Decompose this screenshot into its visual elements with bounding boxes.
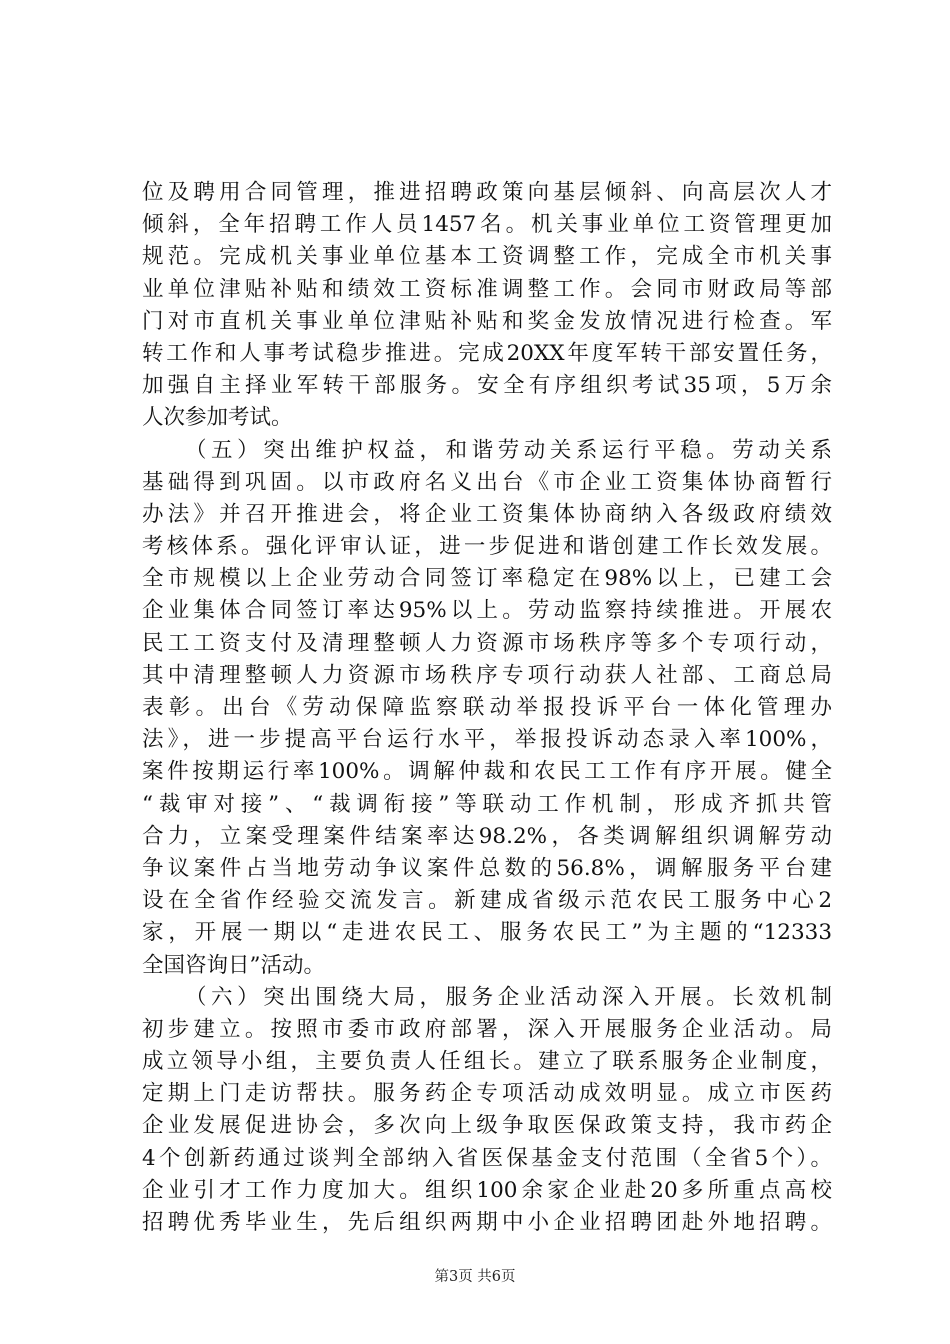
text-line: 民工工资支付及清理整顿人力资源市场秩序等多个专项行动， <box>142 630 832 656</box>
text-line: 业单位津贴补贴和绩效工资标准调整工作。会同市财政局等部 <box>142 276 832 302</box>
text-line: 其中清理整顿人力资源市场秩序专项行动获人社部、工商总局 <box>142 662 832 688</box>
text-line: 企业引才工作力度加大。组织100余家企业赴20多所重点高校 <box>142 1177 832 1203</box>
text-line: 设在全省作经验交流发言。新建成省级示范农民工服务中心2 <box>142 888 832 914</box>
text-line: 招聘优秀毕业生，先后组织两期中小企业招聘团赴外地招聘。 <box>142 1210 832 1235</box>
text-line: “裁审对接”、“裁调衔接”等联动工作机制，形成齐抓共管 <box>142 791 832 817</box>
text-line: 位及聘用合同管理，推进招聘政策向基层倾斜、向高层次人才 <box>142 180 832 205</box>
text-line: 考核体系。强化评审认证，进一步促进和谐创建工作长效发展。 <box>142 534 832 560</box>
text-line: 家，开展一期以“走进农民工、服务农民工”为主题的“12333 <box>142 920 832 946</box>
text-line: 加强自主择业军转干部服务。安全有序组织考试35项，5万余 <box>142 373 832 399</box>
text-line: 4个创新药通过谈判全部纳入省医保基金支付范围（全省5个）。 <box>142 1145 832 1171</box>
text-line: 案件按期运行率100%。调解仲裁和农民工工作有序开展。健全 <box>142 759 832 785</box>
text-line: 转工作和人事考试稳步推进。完成20XX年度军转干部安置任务， <box>142 340 832 366</box>
text-line: 定期上门走访帮扶。服务药企专项活动成效明显。成立市医药 <box>142 1081 832 1107</box>
body-text <box>142 177 832 1239</box>
text-line: 规范。完成机关事业单位基本工资调整工作，完成全市机关事 <box>142 244 832 270</box>
text-line: 倾斜，全年招聘工作人员1457名。机关事业单位工资管理更加 <box>142 212 832 238</box>
text-line: 基础得到巩固。以市政府名义出台《市企业工资集体协商暂行 <box>142 469 832 495</box>
text-line: 表彰。出台《劳动保障监察联动举报投诉平台一体化管理办 <box>142 695 832 720</box>
text-line: 企业发展促进协会，多次向上级争取医保政策支持，我市药企 <box>142 1113 832 1139</box>
text-line: （五）突出维护权益，和谐劳动关系运行平稳。劳动关系 <box>185 437 832 463</box>
text-line: 门对市直机关事业单位津贴补贴和奖金发放情况进行检查。军 <box>142 308 832 334</box>
text-line: 成立领导小组，主要负责人任组长。建立了联系服务企业制度， <box>142 1049 832 1075</box>
text-line: 合力，立案受理案件结案率达98.2%，各类调解组织调解劳动 <box>142 823 832 849</box>
text-line: 人次参加考试。 <box>142 405 293 431</box>
text-line: 企业集体合同签订率达95%以上。劳动监察持续推进。开展农 <box>142 598 832 624</box>
text-line: 办法》并召开推进会，将企业工资集体协商纳入各级政府绩效 <box>142 501 832 527</box>
text-line: 争议案件占当地劳动争议案件总数的56.8%，调解服务平台建 <box>142 855 832 881</box>
text-line: 全市规模以上企业劳动合同签订率稳定在98%以上，已建工会 <box>142 566 832 592</box>
page-number-footer: 第3页 共6页 <box>434 1269 516 1285</box>
text-line: 法》，进一步提高平台运行水平，举报投诉动态录入率100%， <box>142 727 832 753</box>
text-line: 全国咨询日”活动。 <box>142 952 325 978</box>
text-line: （六）突出围绕大局，服务企业活动深入开展。长效机制 <box>185 984 832 1010</box>
text-line: 初步建立。按照市委市政府部署，深入开展服务企业活动。局 <box>142 1016 832 1042</box>
